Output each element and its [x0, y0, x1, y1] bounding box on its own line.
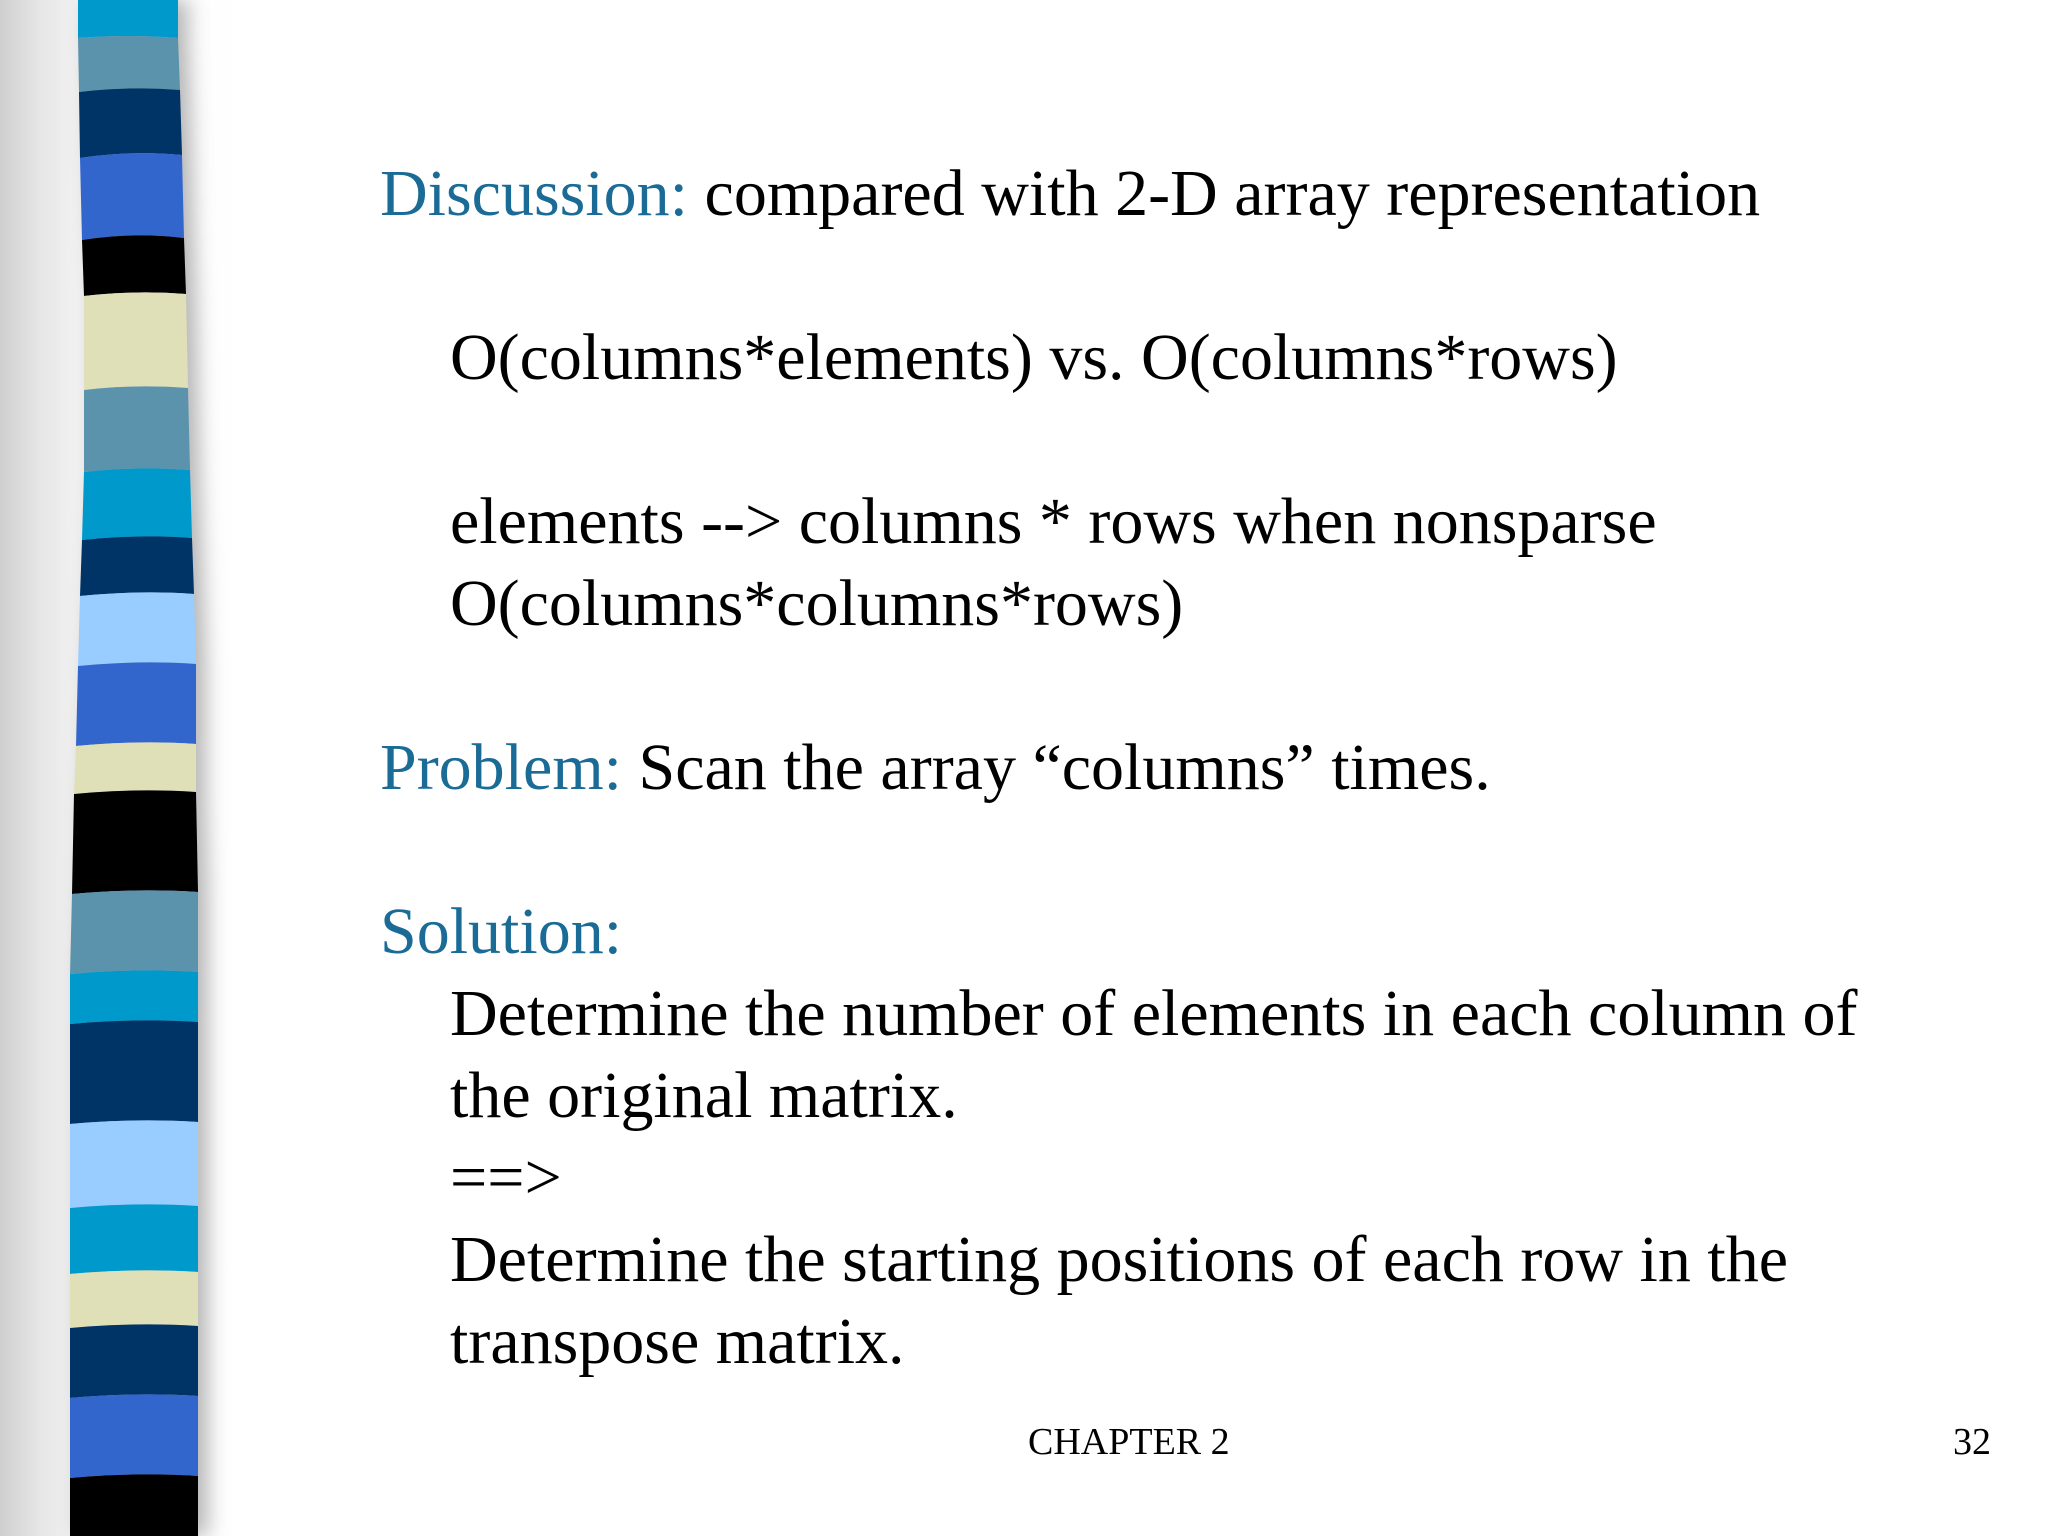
solution-heading-line	[380, 892, 622, 972]
problem-line	[380, 728, 1491, 808]
solution-line-1: Determine the number of elements in each column of	[450, 977, 1858, 1050]
discussion-line	[380, 154, 1760, 234]
solution-line-5: transpose matrix.	[450, 1305, 905, 1378]
discussion-heading: Discussion:	[380, 157, 689, 230]
solution-line-3: ==>	[450, 1141, 562, 1214]
stripe-bar-graphic	[70, 0, 200, 1536]
nonsparse-line-2: O(columns*columns*rows)	[450, 567, 1184, 640]
problem-text: Scan the array “columns” times.	[622, 731, 1491, 804]
slide-content	[380, 0, 2000, 1536]
footer-page-number: 32	[1953, 1421, 1991, 1463]
complexity-line: O(columns*elements) vs. O(columns*rows)	[450, 321, 1618, 394]
solution-heading: Solution:	[380, 895, 623, 968]
footer-chapter: CHAPTER 2	[1028, 1421, 1230, 1463]
solution-line-4: Determine the starting positions of each row in the	[450, 1223, 1788, 1296]
discussion-text: compared with 2-D array representation	[688, 157, 1761, 230]
nonsparse-line-1: elements --> columns * rows when nonsparse	[450, 485, 1657, 558]
solution-line-2: the original matrix.	[450, 1059, 958, 1132]
problem-heading: Problem:	[380, 731, 622, 804]
decorative-stripe-bar	[70, 0, 200, 1536]
